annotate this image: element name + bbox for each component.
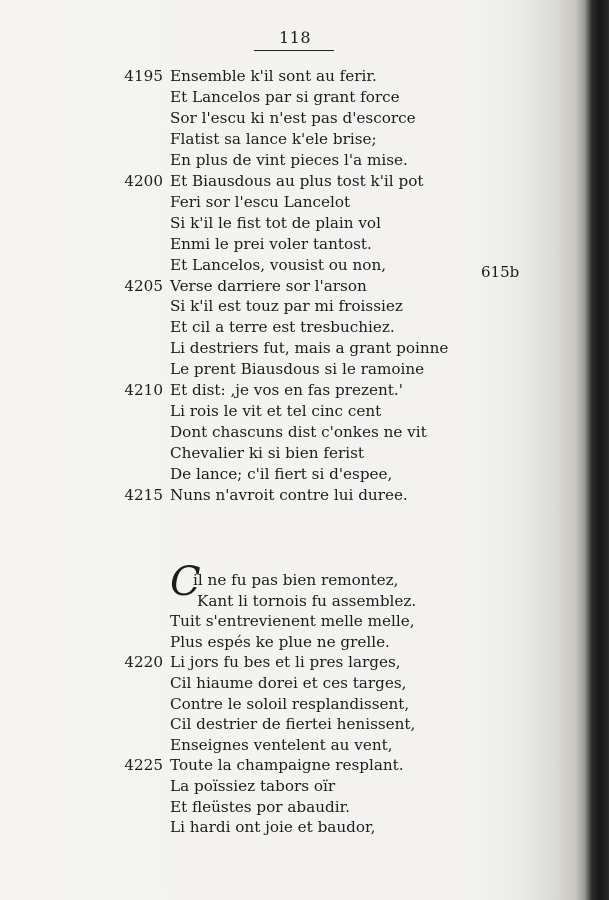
- page-number: 118: [278, 28, 312, 47]
- verse-line: Li rois le vit et tel cinc cent: [170, 402, 382, 421]
- verse-line: Sor l'escu ki n'est pas d'escorce: [170, 108, 416, 127]
- verse-line: Contre le soloil resplandissent,: [170, 694, 410, 713]
- verse-number: 4195: [124, 67, 163, 85]
- verse-number: 4210: [124, 381, 163, 400]
- verse-number: 4220: [124, 653, 163, 672]
- verse-line: Flatist sa lance k'ele brise;: [170, 129, 377, 148]
- verse-line: il ne fu pas bien remontez,: [193, 571, 399, 589]
- verse-line: Et dist: ,je vos en fas prezent.': [170, 381, 403, 400]
- verse-number: 4225: [124, 756, 163, 775]
- verse-line: Kant li tornois fu assemblez.: [197, 591, 417, 610]
- verse-line: En plus de vint pieces l'a mise.: [170, 150, 408, 169]
- verse-line: Cil destrier de fiertei henissent,: [170, 715, 416, 734]
- verse-line: Cil hiaume dorei et ces targes,: [170, 674, 407, 692]
- verse-line: Li destriers fut, mais a grant poinne: [170, 339, 449, 358]
- verse-line: La poïssiez tabors oïr: [170, 777, 336, 795]
- verse-line: Et fleüstes por abaudir.: [170, 797, 350, 816]
- drop-cap-initial: C: [170, 559, 201, 605]
- verse-line: Tuit s'entrevienent melle melle,: [170, 612, 415, 631]
- verse-line: Et Biausdous au plus tost k'il pot: [170, 171, 424, 190]
- verse-line: Et cil a terre est tresbuchiez.: [170, 318, 395, 337]
- verse-number: 4200: [124, 171, 163, 190]
- verse-line: Et Lancelos, vousist ou non,: [170, 255, 387, 274]
- verse-line: Le prent Biausdous si le ramoine: [170, 360, 425, 379]
- verse-line: Dont chascuns dist c'onkes ne vit: [170, 423, 427, 442]
- page-number-rule: [254, 50, 334, 51]
- verse-line: Nuns n'avroit contre lui duree.: [170, 486, 408, 504]
- verse-line: Li jors fu bes et li pres larges,: [170, 653, 401, 672]
- verse-line: Feri sor l'escu Lancelot: [170, 192, 351, 211]
- verse-line: Chevalier ki si bien ferist: [170, 444, 364, 463]
- verse-line: Plus espés ke plue ne grelle.: [170, 632, 390, 651]
- verse-line: Ensemble k'il sont au ferir.: [170, 67, 377, 85]
- verse-line: De lance; c'il fiert si d'espee,: [170, 465, 393, 484]
- verse-number: 4215: [124, 486, 163, 504]
- verse-line: Si k'il est touz par mi froissiez: [170, 297, 403, 316]
- verse-number: 4205: [124, 276, 163, 295]
- margin-folio-reference: 615b: [481, 263, 520, 281]
- verse-line: Enmi le prei voler tantost.: [170, 234, 372, 253]
- verse-line: Li hardi ont joie et baudor,: [170, 818, 376, 837]
- verse-line: Si k'il le fist tot de plain vol: [170, 213, 381, 232]
- verse-line: Toute la champaigne resplant.: [170, 756, 404, 775]
- verse-line: Et Lancelos par si grant force: [170, 87, 400, 106]
- verse-line: Enseignes ventelent au vent,: [170, 735, 393, 754]
- verse-line: Verse darriere sor l'arson: [170, 276, 367, 295]
